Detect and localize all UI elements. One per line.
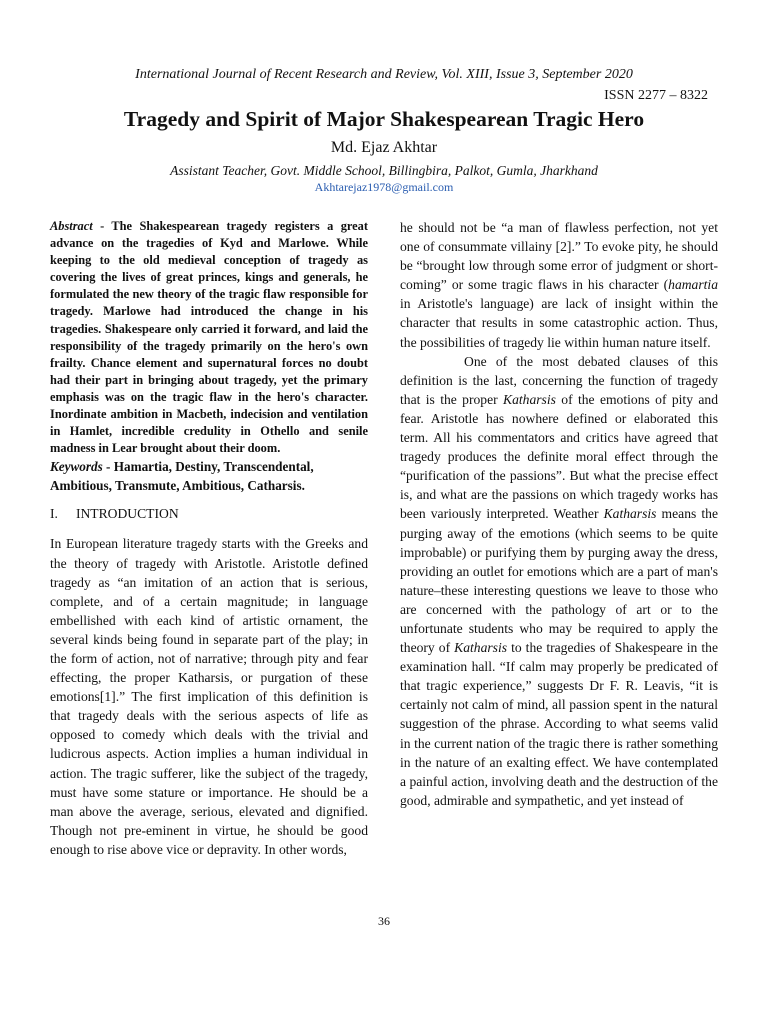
right-column [400, 218, 718, 810]
issn: ISSN 2277 – 8322 [604, 88, 708, 103]
katharsis-term-2: Katharsis [603, 506, 657, 522]
keywords-label: Keywords [50, 459, 103, 475]
author-email-link[interactable]: Akhtarejaz1978@gmail.com [314, 180, 454, 194]
para2-text-c: means the purging away of the emotions (which seems to be quite improbable) or purifying them by purging away the dress, providing an outlet for emotions which are a part of man's nature–these interesting questions we leave to those who are concerned with the pathology of art or to the unfortunate students who may be required to apply the theory of [400, 506, 718, 656]
author-affiliation: Assistant Teacher, Govt. Middle School, Billingbira, Palkot, Gumla, Jharkhand [170, 163, 598, 178]
continuation-paragraph [400, 218, 718, 352]
section-heading [50, 504, 368, 523]
abstract-dash: - [92, 219, 112, 233]
abstract [50, 218, 368, 457]
section-title: INTRODUCTION [75, 506, 179, 522]
abstract-label: Abstract [50, 219, 93, 233]
journal-citation: International Journal of Recent Research and Review, Vol. XIII, Issue 3, September 2020 [135, 67, 633, 82]
page-number: 36 [378, 914, 390, 928]
left-column [50, 218, 368, 859]
keywords-text: Hamartia, Destiny, Transcendental, Ambitious, Transmute, Ambitious, Catharsis. [50, 459, 314, 493]
hamartia-term: hamartia [668, 277, 718, 293]
katharsis-term-3: Katharsis [454, 640, 508, 656]
author-name: Md. Ejaz Akhtar [330, 139, 438, 156]
keywords-dash: - [102, 459, 114, 475]
para2-text-d: to the tragedies of Shakespeare in the examination hall. “If calm may properly be predicated of that tragic experience,” suggests Dr F. R. Leavis, “it is certainly not calm of mind, all passion spent in the natural suggestion of the phrase. According to what seems valid in the current nation of the tragic there is rather something in the nature of an exalting effect. We have contemplated a painful action, involving death and the destruction of the good, admirable and sympathetic, and yet instead of [400, 640, 718, 808]
keywords [50, 458, 368, 495]
katharsis-term-1: Katharsis [503, 391, 556, 407]
para2-text-b: of the emotions of pity and fear. Aristotle has nowhere defined or elaborated this term. All his commentators and critics have agreed that tragedy produces the definite moral effect through the “purification of the passions”. But what the precise effect is, and what are the passions on which tragedy works has been variously interpreted. Weather [400, 391, 718, 522]
intro-paragraph: In European literature tragedy starts with the Greeks and the theory of tragedy with Aristotle. Aristotle defined tragedy as “an imitation of an action that is serious, complete, and of a certain magnitude; in language embellished with each kind of artistic ornament, the several kinds being found in separate part of the play; in the form of action, not of narrative; through pity and fear effecting, the proper Katharsis, or purgation of these emotions[1].” The first implication of this definition is that tragedy deals with the serious aspects of life as opposed to comedy which deals with the trivial and ludicrous aspects. Action implies a human individual in action. The tragic sufferer, like the subject of the tragedy, must have some stature or importance. He should be a man above the average, serious, elevated and dignified. Though not pre-eminent in virtue, he should be good enough to rise above vice or depravity. In other words, [50, 536, 368, 857]
katharsis-paragraph [400, 352, 718, 810]
para2-text-a: One of the most debated clauses of this definition is the last, concerning the function of tragedy that is the proper [400, 353, 718, 407]
continuation-text-b: in Aristotle's language) are lack of insight within the character that results in some catastrophic action. Thus, the possibilities of tragedy lie within human nature itself. [400, 296, 718, 350]
abstract-text: The Shakespearean tragedy registers a great advance on the tragedies of Kyd and Marlowe. While keeping to the old medieval conception of tragedy as covering the lives of great princes, kings and generals, he formulated the new theory of the tragic flaw responsible for tragedy. Marlowe had introduced the change in his tragedies. Shakespeare only carried it forward, and laid the responsibility of the tragedy primarily on the hero's own frailty. Chance element and supernatural forces no doubt had their part in bringing about tragedy, yet the primary emphasis was on the tragic flaw in the hero's character. Inordinate ambition in Macbeth, indecision and ventilation in Hamlet, incredible credulity in Othello and senile madness in Lear brought about their doom. [50, 219, 368, 456]
continuation-text-a: he should not be “a man of flawless perfection, not yet one of consummate villainy [2].” To evoke pity, he should be “brought low through some error of judgment or short-coming” or some tragic flaws in his character ( [400, 220, 718, 293]
paper-title: Tragedy and Spirit of Major Shakespearean Tragic Hero [123, 107, 645, 131]
section-number: I. [50, 506, 58, 522]
